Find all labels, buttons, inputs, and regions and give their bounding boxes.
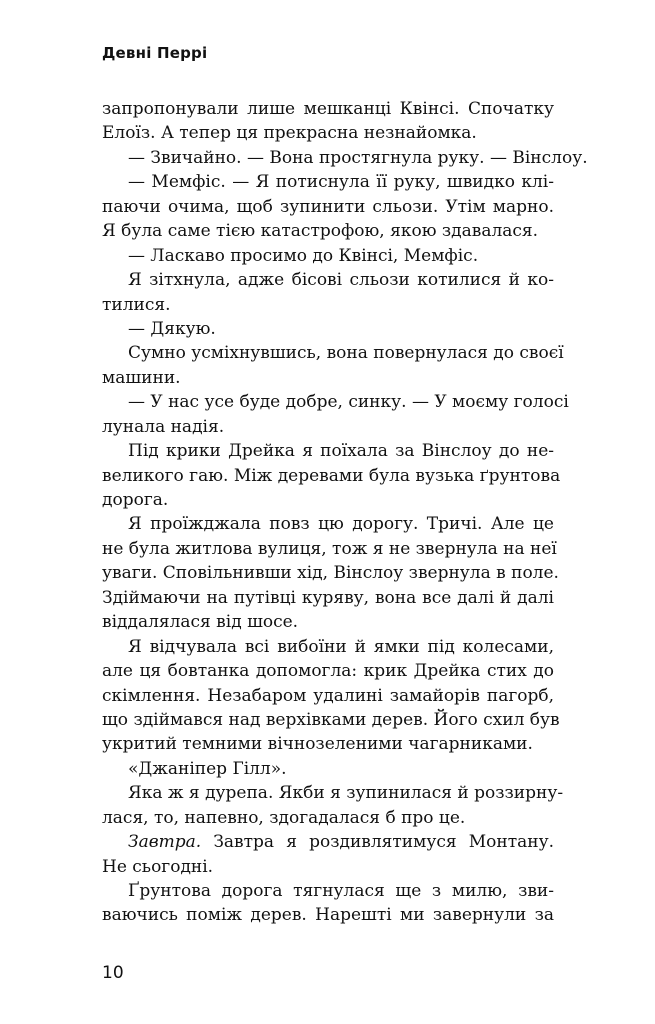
emphasis: Завтра.	[128, 832, 202, 853]
body-text	[102, 97, 588, 928]
text-line: але ця бовтанка допомогла: крик Дрейка стих до	[102, 661, 554, 682]
text-line: Завтра. Завтра я роздивлятимуся Монтану.	[128, 832, 554, 853]
text-line: — Ласкаво просимо до Квінсі, Мемфіс.	[128, 245, 479, 266]
text-line: Я проїжджала повз цю дорогу. Тричі. Але це	[128, 514, 554, 535]
text-line: Я відчувала всі вибоїни й ямки під колесами,	[128, 636, 554, 657]
text-line: укритий темними вічнозеленими чагарниками.	[102, 734, 533, 755]
text-line: Сумно усміхнувшись, вона повернулася до своєї	[128, 343, 564, 364]
text-line: Я зітхнула, адже бісові сльози котилися й ко-	[128, 270, 554, 291]
text-line: уваги. Сповільнивши хід, Вінслоу звернула в поле.	[102, 563, 559, 584]
page-number: 10	[102, 963, 124, 983]
running-head-author: Девні Перрі	[102, 44, 208, 62]
text-line: Я була саме тією катастрофою, якою здавалася.	[102, 221, 539, 242]
text-line: ваючись поміж дерев. Нарешті ми завернули за	[102, 905, 554, 926]
text-line: паючи очима, щоб зупинити сльози. Утім марно.	[102, 196, 554, 217]
text-line: Ґрунтова дорога тягнулася ще з милю, зви-	[128, 881, 554, 901]
text-line: — Мемфіс. — Я потиснула її руку, швидко клі-	[128, 172, 554, 193]
text-line: запропонували лише мешканці Квінсі. Спочатку	[102, 99, 554, 119]
text-line: великого гаю. Між деревами була вузька ґрунтова	[102, 465, 561, 486]
text-line: — У нас усе буде добре, синку. — У моєму голосі	[128, 392, 569, 413]
text-line: лася, то, напевно, здогадалася б про це.	[102, 807, 466, 828]
text-line: лунала надія.	[102, 416, 225, 437]
text-line: — Звичайно. — Вона простягнула руку. — Вінслоу.	[128, 147, 588, 168]
text-line: Елоїз. А тепер ця прекрасна незнайомка.	[102, 123, 477, 144]
text-line: Не сьогодні.	[102, 856, 214, 877]
text-line: дорога.	[102, 490, 169, 510]
text-line: не була житлова вулиця, тож я не звернула на неї	[102, 538, 557, 559]
text-line: машини.	[102, 367, 181, 388]
text-line: Здіймаючи на путівці куряву, вона все далі й далі	[102, 587, 554, 608]
text-line: — Дякую.	[128, 318, 216, 339]
text-line: Під крики Дрейка я поїхала за Вінслоу до не-	[128, 441, 554, 462]
text-line: «Джаніпер Гілл».	[128, 758, 287, 779]
text-line: Яка ж я дурепа. Якби я зупинилася й роззирну-	[128, 783, 564, 804]
text-line: скімлення. Незабаром удалині замайорів пагорб,	[102, 685, 554, 706]
text-line: що здіймався над верхівками дерев. Його схил був	[102, 709, 560, 730]
text-line: віддалялася від шосе.	[102, 612, 299, 633]
text-line: тилися.	[102, 294, 171, 315]
